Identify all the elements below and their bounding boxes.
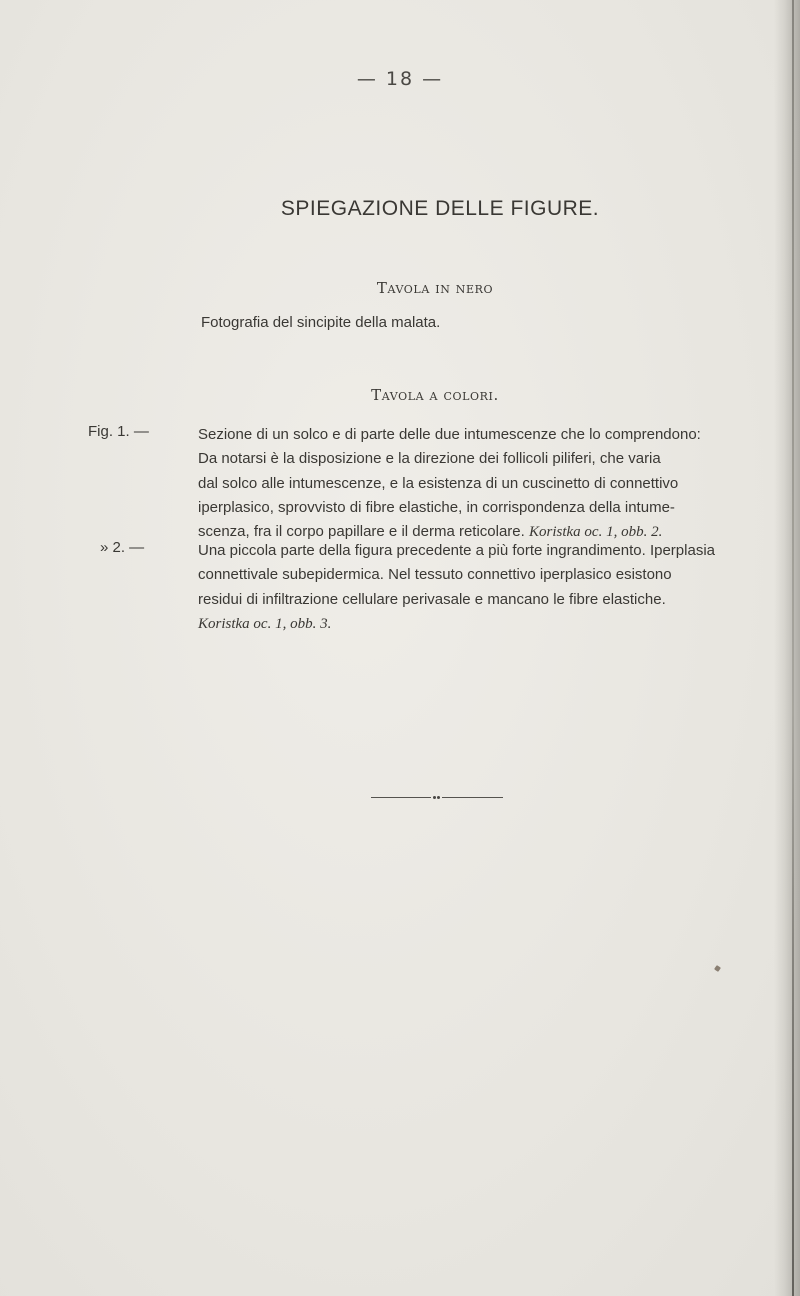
page-edge-shadow: [774, 0, 800, 1296]
figure-2-line-1: Una piccola parte della figura precedente a più forte ingrandimento. Iperplasia: [198, 542, 715, 559]
figure-2-reference: Koristka oc. 1, obb. 3.: [198, 615, 332, 632]
page-number: — 18 —: [356, 68, 444, 90]
end-rule-dots: [433, 794, 441, 800]
section-title-tavola-nero: Tavola in nero: [376, 279, 494, 297]
figure-label-1: Fig. 1. —: [88, 423, 149, 440]
section-title-tavola-colori: Tavola a colori.: [371, 386, 499, 404]
section-caption-fotografia: Fotografia del sincipite della malata.: [201, 314, 441, 331]
figure-1-line-5-text: scenza, fra il corpo papillare e il derma reticolare.: [198, 523, 525, 541]
figure-label-2: » 2. —: [100, 539, 145, 556]
figure-1-line-4: iperplasico, sprovvisto di fibre elastiche, in corrispondenza della intume-: [198, 498, 675, 516]
paper-speck-mark: [714, 965, 721, 972]
figure-1-reference: Koristka oc. 1, obb. 2.: [529, 524, 663, 541]
main-title: SPIEGAZIONE DELLE FIGURE.: [280, 197, 600, 220]
figure-description-2: [198, 539, 768, 636]
figure-2-line-4: [198, 612, 768, 636]
end-rule-left: [371, 797, 431, 798]
figure-1-line-3: dal solco alle intumescenze, e la esistenza di un cuscinetto di connettivo: [198, 474, 679, 492]
figure-2-line-2: connettivale subepidermica. Nel tessuto connettivo iperplasico esistono: [198, 566, 672, 584]
figure-description-1: [198, 423, 768, 544]
figure-2-line-3: residui di infiltrazione cellulare perivasale e mancano le fibre elastiche.: [198, 590, 666, 608]
page-edge-line: [792, 0, 794, 1296]
end-rule-right: [442, 797, 503, 798]
figure-1-line-2: Da notarsi è la disposizione e la direzione dei follicoli piliferi, che varia: [198, 450, 661, 468]
figure-1-line-1: Sezione di un solco e di parte delle due intumescenze che lo comprendono:: [198, 426, 701, 443]
